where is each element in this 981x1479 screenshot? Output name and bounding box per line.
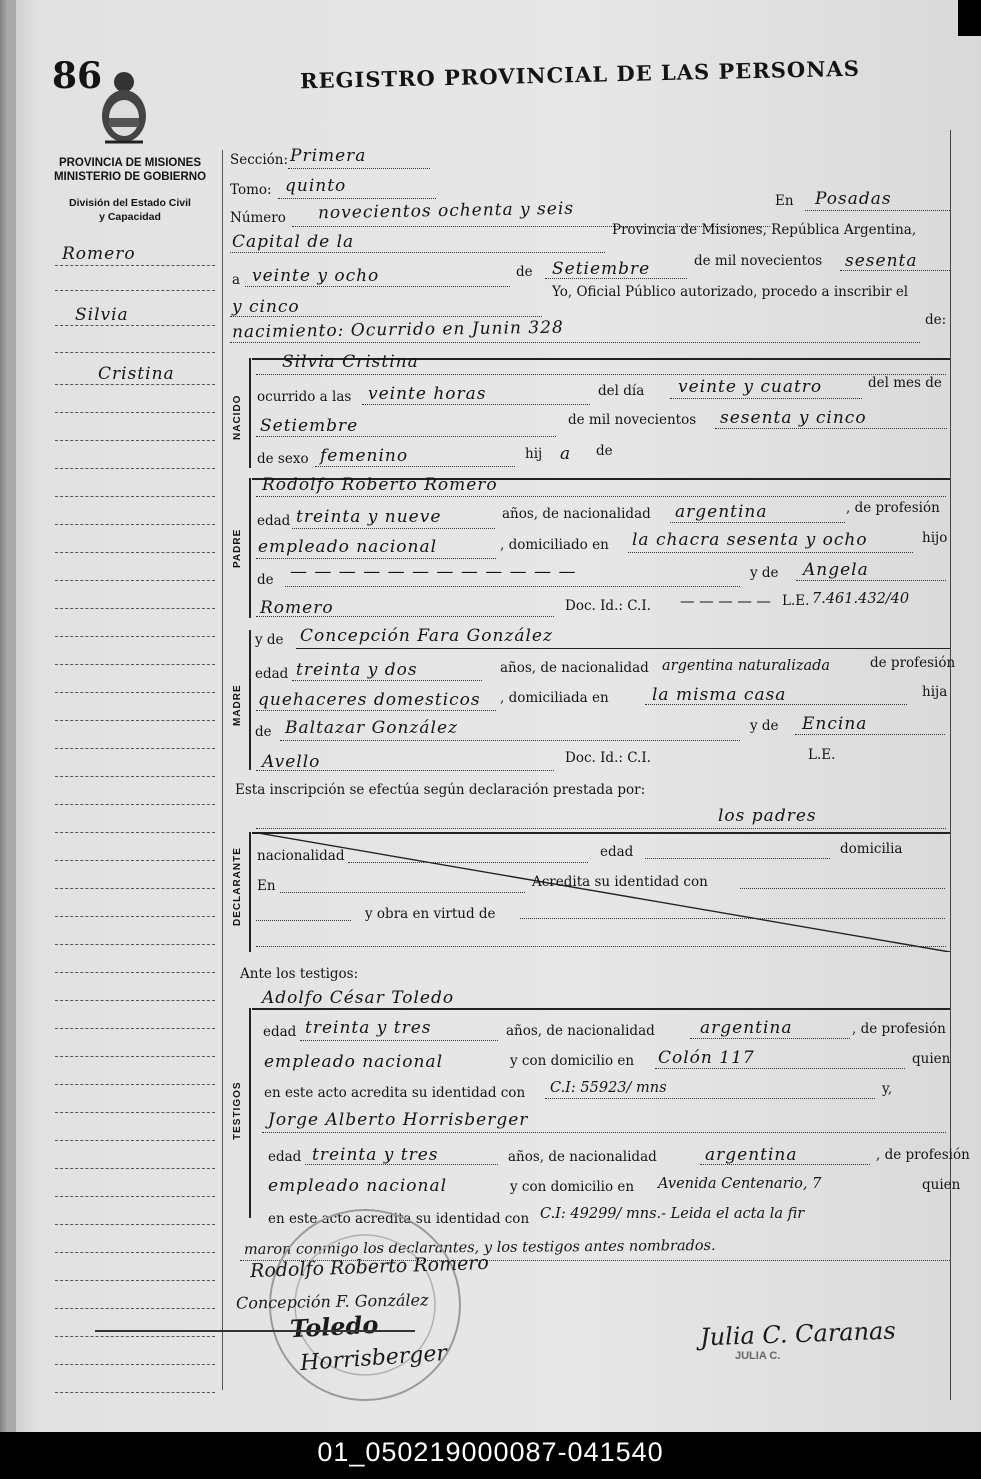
- signature-father: Rodolfo Roberto Romero: [249, 1251, 490, 1283]
- left-subheader: [46, 196, 214, 224]
- padre-edad-label: edad: [257, 513, 291, 529]
- tomo-label: Tomo:: [230, 182, 272, 198]
- de3-label: de: [596, 443, 613, 459]
- signature-mother: Concepción F. González: [235, 1290, 429, 1313]
- official-stamp-text: JULIA C.: [735, 1350, 781, 1362]
- numero-value: novecientos ochenta y seis: [317, 198, 575, 224]
- acredita-label: Acredita su identidad con: [532, 874, 708, 890]
- section-nacido: NACIDO: [232, 394, 243, 440]
- seccion-label: Sección:: [230, 152, 289, 168]
- del-dia-label: del día: [598, 383, 645, 399]
- left-header: [46, 156, 214, 184]
- madre-yde2-value: Avello: [262, 752, 321, 772]
- margin-first-name: Silvia: [75, 305, 129, 325]
- tomo-value: quinto: [285, 176, 347, 196]
- padre-prof-label: , de profesión: [846, 500, 940, 516]
- t2-quien-label: quien: [922, 1177, 961, 1193]
- ministry-line: MINISTERIO DE GOBIERNO: [53, 171, 207, 183]
- padre-yde2-value: Romero: [260, 598, 334, 618]
- madre-anos-label: años, de nacionalidad: [500, 660, 649, 676]
- madre-hija-label: hija: [922, 684, 948, 700]
- padre-anos-label: años, de nacionalidad: [502, 506, 651, 522]
- section-padre: PADRE: [232, 528, 243, 568]
- seccion-value: Primera: [290, 146, 367, 166]
- madre-edad-value: treinta y dos: [296, 660, 418, 680]
- mil-label: de mil novecientos: [694, 253, 823, 269]
- t1-edad-value: treinta y tres: [305, 1018, 432, 1038]
- margin-surname: Romero: [62, 244, 136, 264]
- sexo-value: femenino: [320, 446, 409, 466]
- page-number: 86: [52, 55, 103, 97]
- t2-nac-value: argentina: [705, 1145, 798, 1165]
- domicilia-label: domicilia: [840, 841, 903, 857]
- madre-nombre-value: Concepción Fara González: [300, 626, 553, 646]
- footer-code: 01_050219000087-041540: [0, 1432, 981, 1479]
- t1-prof-value: empleado nacional: [264, 1052, 444, 1072]
- t2-dom-label: y con domicilio en: [510, 1179, 635, 1195]
- closing-text: maron conmigo los declarantes, y los testigos antes nombrados.: [243, 1237, 716, 1259]
- padre-yde-label: y de: [750, 565, 779, 581]
- t1-edad-label: edad: [263, 1024, 297, 1040]
- signature-official: Julia C. Caranas: [699, 1316, 897, 1352]
- signature-witness2: Horrisberger: [299, 1340, 448, 1377]
- padre-edad-value: treinta y nueve: [296, 507, 442, 527]
- padre-dom-label: , domiciliado en: [500, 537, 609, 553]
- section-declarante: DECLARANTE: [232, 847, 243, 926]
- yo-label: Yo, Oficial Público autorizado, procedo a inscribir el: [552, 284, 909, 300]
- testigo2-value: Jorge Alberto Horrisberger: [268, 1110, 529, 1130]
- ocurrido-label: ocurrido a las: [257, 389, 352, 405]
- testigo1-value: Adolfo César Toledo: [262, 988, 455, 1008]
- madre-de-label: de: [255, 724, 272, 740]
- nombre-value: Silvia Cristina: [282, 352, 419, 372]
- padre-yde-value: Angela: [803, 560, 869, 580]
- padre-le-value: 7.461.432/40: [812, 591, 910, 607]
- madre-prof-label: de profesión: [870, 655, 956, 671]
- t2-ci-value: C.I: 49299/ mns.- Leida el acta la fir: [540, 1206, 805, 1222]
- nacionalidad-label: nacionalidad: [257, 848, 345, 864]
- del-mes-label: del mes de: [868, 375, 942, 391]
- coat-of-arms-icon: [97, 68, 151, 148]
- edad-decl-label: edad: [600, 844, 634, 860]
- lugar2-value: Capital de la: [232, 232, 355, 252]
- mes-value: Setiembre: [552, 259, 651, 279]
- corner-mark: [958, 0, 981, 36]
- t2-edad-label: edad: [268, 1149, 302, 1165]
- section-madre: MADRE: [232, 684, 243, 726]
- t1-anos-label: años, de nacionalidad: [506, 1023, 655, 1039]
- anio-value: sesenta: [845, 251, 918, 271]
- padre-de-value: — — — — — — — — — — — —: [290, 562, 577, 582]
- obra-label: y obra en virtud de: [365, 906, 496, 922]
- dia-nac-value: veinte y cuatro: [678, 377, 823, 397]
- page-title: REGISTRO PROVINCIAL DE LAS PERSONAS: [299, 55, 861, 94]
- hij-label: hij: [525, 446, 543, 462]
- t1-nac-value: argentina: [700, 1018, 793, 1038]
- t1-quien-label: quien: [912, 1051, 951, 1067]
- padre-doc-label: Doc. Id.: C.I.: [565, 598, 651, 614]
- page-fold: [8, 0, 16, 1432]
- anio-nac-value: sesenta y cinco: [720, 408, 867, 428]
- en-decl-label: En: [257, 878, 276, 894]
- madre-edad-label: edad: [255, 666, 289, 682]
- padre-nombre-value: Rodolfo Roberto Romero: [262, 475, 498, 495]
- section-testigos: TESTIGOS: [232, 1081, 243, 1140]
- lugar-value: Posadas: [815, 189, 892, 209]
- mil2-label: de mil novecientos: [568, 412, 697, 428]
- hij-value: a: [560, 444, 572, 464]
- de-colon-label: de:: [925, 312, 947, 328]
- capacity-line: y Capacidad: [99, 211, 161, 223]
- signature-witness1: Toledo: [289, 1309, 379, 1344]
- t1-prof-label: , de profesión: [852, 1021, 946, 1037]
- margin-second-name: Cristina: [98, 364, 175, 384]
- inscripcion-label: Esta inscripción se efectúa según declaración prestada por:: [235, 782, 646, 798]
- ante-testigos-label: Ante los testigos:: [240, 966, 359, 982]
- t2-edad-value: treinta y tres: [312, 1145, 439, 1165]
- padre-ci-value: — — — — —: [680, 594, 771, 610]
- madre-prof-value: quehaceres domesticos: [258, 690, 481, 710]
- padre-hijo-label: hijo: [922, 530, 948, 546]
- division-line: División del Estado Civil: [69, 197, 191, 209]
- en-label: En: [775, 193, 794, 209]
- madre-le-label: L.E.: [808, 747, 836, 763]
- de-label: de: [516, 264, 533, 280]
- padre-nac-value: argentina: [675, 502, 768, 522]
- t1-dom-value: Colón 117: [658, 1048, 755, 1068]
- madre-dom-value: la misma casa: [652, 685, 787, 705]
- t1-y-label: y,: [882, 1081, 893, 1097]
- a-label: a: [232, 272, 241, 288]
- madre-yde-value: Encina: [802, 714, 868, 734]
- madre-dom-label: , domiciliada en: [500, 690, 609, 706]
- t1-dom-label: y con domicilio en: [510, 1053, 635, 1069]
- t2-anos-label: años, de nacionalidad: [508, 1149, 657, 1165]
- t2-dom-value: Avenida Centenario, 7: [658, 1176, 822, 1192]
- acto-value: nacimiento: Ocurrido en Junin 328: [231, 317, 564, 343]
- hora-value: veinte horas: [368, 384, 487, 404]
- madre-yde2-label: y de: [750, 718, 779, 734]
- anio2-value: y cinco: [232, 297, 300, 317]
- padre-de-label: de: [257, 572, 274, 588]
- madre-doc-label: Doc. Id.: C.I.: [565, 750, 651, 766]
- madre-de-value: Baltazar González: [285, 718, 458, 738]
- numero-label: Número: [230, 210, 286, 226]
- madre-nac-value: argentina naturalizada: [662, 658, 831, 674]
- padre-le-label: L.E.: [782, 593, 810, 609]
- provincia-label: Provincia de Misiones, República Argentina,: [612, 222, 917, 238]
- padre-prof-value: empleado nacional: [258, 537, 438, 557]
- t1-acredita-label: en este acto acredita su identidad con: [264, 1085, 526, 1101]
- sexo-label: de sexo: [257, 451, 309, 467]
- t2-prof-label: , de profesión: [876, 1147, 970, 1163]
- province-line: PROVINCIA DE MISIONES: [58, 157, 202, 169]
- madre-yde-label: y de: [255, 632, 284, 648]
- padre-dom-value: la chacra sesenta y ocho: [632, 530, 868, 550]
- mes-nac-value: Setiembre: [260, 416, 359, 436]
- t2-prof-value: empleado nacional: [268, 1176, 448, 1196]
- t1-ci-value: C.I: 55923/ mns: [550, 1080, 667, 1096]
- t2-acredita-label: en este acto acredita su identidad con: [268, 1211, 530, 1227]
- declarante-value: los padres: [718, 806, 817, 826]
- dia-value: veinte y ocho: [252, 266, 380, 286]
